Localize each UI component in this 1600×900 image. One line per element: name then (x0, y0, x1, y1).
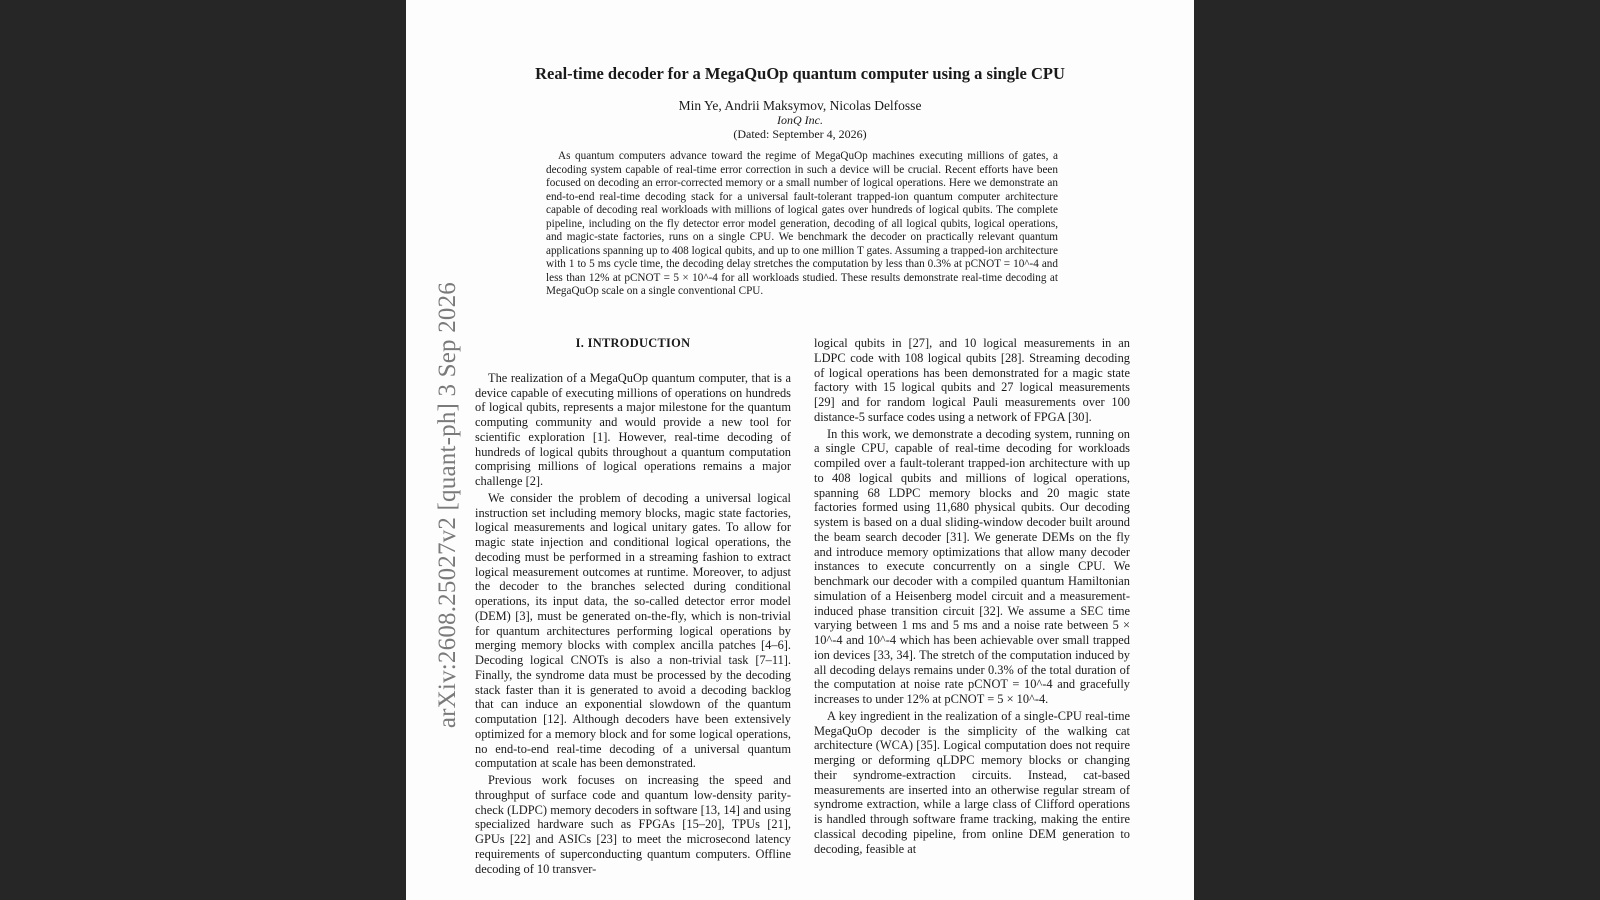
paragraph: A key ingredient in the realization of a single-CPU real-time MegaQuOp decoder is the simplicity of the walking cat architecture (WCA) [35]. Logical computation does not require merging or deforming qLDPC memory blocks or changing their syndrome-extraction circuits. Instead, cat-based measurements are inserted into an otherwise regular stream of syndrome extraction, while a large class of Clifford operations is handled through software frame tracking, making the entire classical decoding pipeline, from online DEM generation to decoding, feasible at (814, 708, 1130, 856)
author-list: Min Ye, Andrii Maksymov, Nicolas Delfosse (678, 98, 922, 113)
arxiv-identifier-stamp: arXiv:2608.25027v2 [quant-ph] 3 Sep 2026 (434, 282, 461, 729)
paper-page (406, 0, 1194, 900)
paragraph: Previous work focuses on increasing the speed and throughput of surface code and quantum low-density parity-check (LDPC) memory decoders in software [13, 14] and using specialized hardware such as FPGAs [15–20], TPUs [21], GPUs [22] and ASICs [23] to meet the microsecond latency requirements of superconducting quantum computers. Offline decoding of 10 transver- (475, 773, 791, 876)
paragraph: The realization of a MegaQuOp quantum computer, that is a device capable of executing millions of operations on hundreds of logical qubits, represents a major milestone for the quantum computing community and would provide a new tool for scientific exploration [1]. However, real-time decoding of hundreds of logical qubits throughout a quantum computation comprising millions of logical operations remains a major challenge [2]. (475, 370, 791, 488)
right-column (814, 336, 1130, 858)
paragraph: logical qubits in [27], and 10 logical measurements in an LDPC code with 108 logical qubits [28]. Streaming decoding of logical operations has been demonstrated for a magic state factory with 15 logical qubits and 27 logical measurements [29] and for random logical Pauli measurements over 100 distance-5 surface codes using a network of FPGA [30]. (814, 336, 1130, 424)
paragraph: We consider the problem of decoding a universal logical instruction set including memory blocks, magic state factories, logical measurements and logical unitary gates. To allow for magic state injection and conditional logical operations, the decoding must be performed in a streaming fashion to extract logical measurement outcomes at runtime. Moreover, to adjust the decoder to the branches selected during conditional operations, its input data, the so-called detector error model (DEM) [3], must be generated on-the-fly, which is non-trivial for quantum architectures performing logical operations by merging memory blocks with complex ancilla patches [4–6]. Decoding logical CNOTs is also a non-trivial task [7–11]. Finally, the syndrome data must be processed by the decoding stack faster than it is generated to avoid a decoding backlog that can induce an exponential slowdown of the quantum computation [12]. Although decoders have been extensively optimized for a memory block and for some logical operations, no end-to-end real-time decoding of a universal quantum computation at scale has been demonstrated. (475, 490, 791, 771)
paragraph: In this work, we demonstrate a decoding system, running on a single CPU, capable of real-time decoding for workloads compiled over a fault-tolerant trapped-ion architecture with up to 408 logical qubits and millions of logical operations, spanning 68 LDPC memory blocks and 20 magic state factories formed using 11,680 physical qubits. Our decoding system is based on a dual sliding-window decoder built around the beam search decoder [31]. We generate DEMs on the fly and introduce memory optimizations that allow many decoder instances to execute concurrently on a single CPU. We benchmark our decoder with a compiled quantum Hamiltonian simulation of a Heisenberg model circuit and a measurement-induced phase transition circuit [32]. We assume a SEC time varying between 1 ms and 5 ms and a noise rate between 5 × 10^-4 and 10^-4 which has been achievable over small trapped ion devices [33, 34]. The stretch of the computation induced by all decoding delays remains under 0.3% of the total duration of the computation at noise rate pCNOT = 10^-4 and gracefully increases to under 12% at pCNOT = 5 × 10^-4. (814, 426, 1130, 706)
affiliation: IonQ Inc. (777, 113, 823, 127)
abstract: As quantum computers advance toward the regime of MegaQuOp machines executing millions of gates, a decoding system capable of real-time error correction in such a device will be crucial. Recent efforts have been focused on decoding an error-corrected memory or a small number of logical operations. Here we demonstrate an end-to-end real-time decoding stack for a universal fault-tolerant trapped-ion quantum computer architecture capable of decoding real workloads with millions of logical gates over hundreds of logical qubits. The complete pipeline, including on the fly detector error model generation, decoding of all logical qubits, logical operations, and magic-state factories, runs on a single CPU. We benchmark the decoder on practically relevant quantum applications spanning up to 408 logical qubits, and up to one million T gates. Assuming a trapped-ion architecture with 1 to 5 ms cycle time, the decoding delay stretches the computation by less than 0.3% at pCNOT = 10^-4 and less than 12% at pCNOT = 5 × 10^-4 for all workloads studied. These results demonstrate real-time decoding at MegaQuOp scale on a single conventional CPU. (546, 150, 1058, 297)
date-line: (Dated: September 4, 2026) (733, 127, 867, 141)
section-heading: I. INTRODUCTION (575, 336, 691, 350)
left-column (475, 336, 791, 878)
paper-title: Real-time decoder for a MegaQuOp quantum computer using a single CPU (535, 64, 1065, 83)
